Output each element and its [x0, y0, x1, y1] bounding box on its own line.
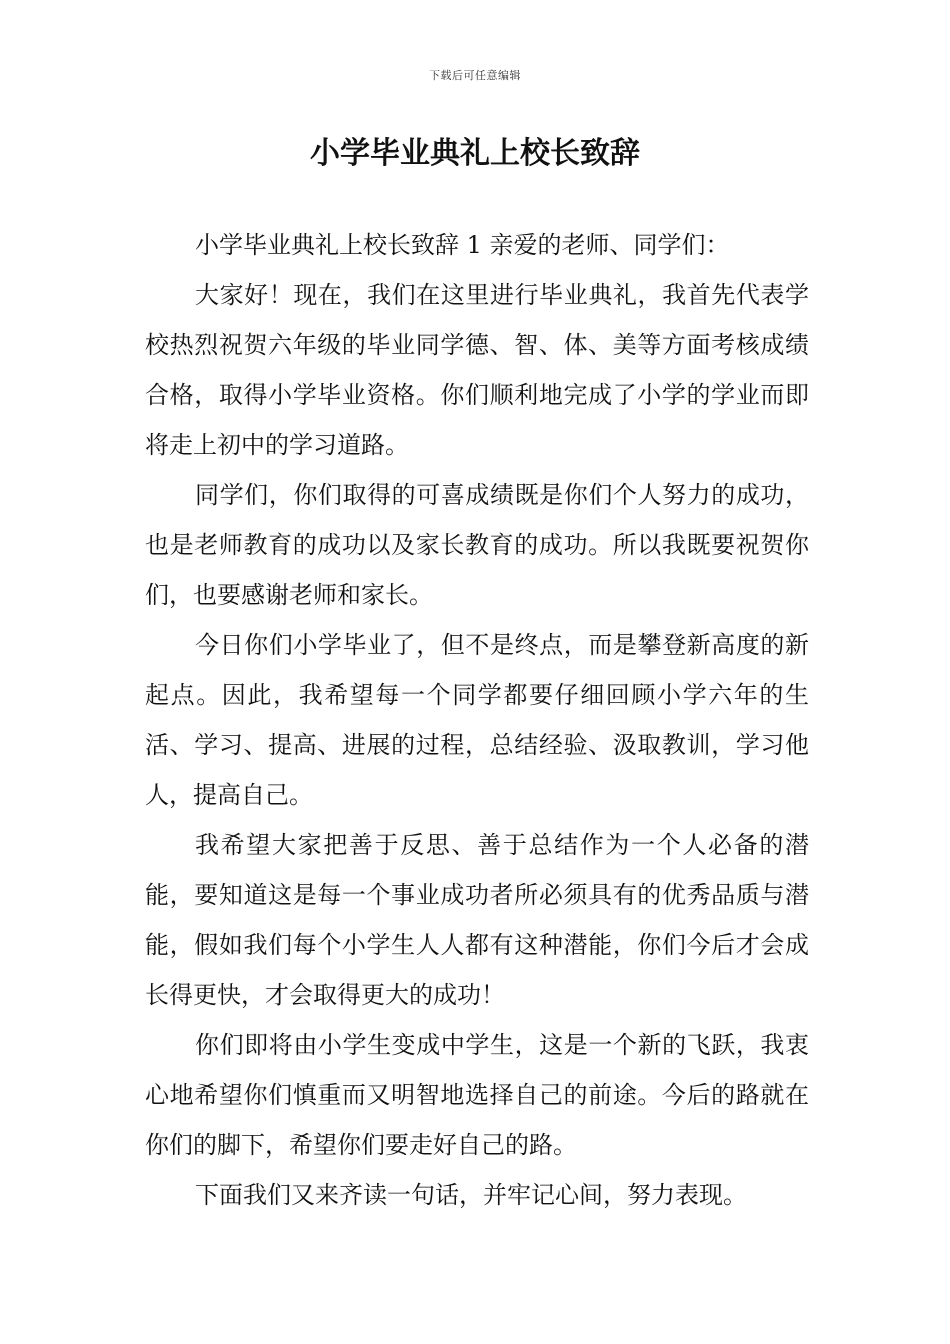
paragraph-closing: 下面我们又来齐读一句话，并牢记心间，努力表现。	[195, 1181, 747, 1209]
paragraph-new-start: 今日你们小学毕业了，但不是终点，而是攀登新高度的新起点。因此，我希望每一个同学都要仔细回顾小学六年的生活、学习、提高、进展的过程，总结经验、汲取教训，学习他人，提高自己。	[145, 631, 809, 809]
paragraph-achievement: 同学们，你们取得的可喜成绩既是你们个人努力的成功，也是老师教育的成功以及家长教育的成功。所以我既要祝贺你们，也要感谢老师和家长。	[145, 481, 809, 609]
document-title: 小学毕业典礼上校长致辞	[310, 136, 640, 171]
paragraph-salutation: 小学毕业典礼上校长致辞 1 亲爱的老师、同学们：	[195, 231, 730, 259]
header-note: 下载后可任意编辑	[429, 69, 521, 82]
document-body	[145, 220, 809, 1220]
paragraph-greeting: 大家好！现在，我们在这里进行毕业典礼，我首先代表学校热烈祝贺六年级的毕业同学德、智、体、美等方面考核成绩合格，取得小学毕业资格。你们顺利地完成了小学的学业而即将走上初中的学习道路。	[145, 281, 809, 459]
paragraph-reflection: 我希望大家把善于反思、善于总结作为一个人必备的潜能，要知道这是每一个事业成功者所必须具有的优秀品质与潜能，假如我们每个小学生人人都有这种潜能，你们今后才会成长得更快，才会取得更大的成功！	[145, 831, 809, 1009]
paragraph-future: 你们即将由小学生变成中学生，这是一个新的飞跃，我衷心地希望你们慎重而又明智地选择自己的前途。今后的路就在你们的脚下，希望你们要走好自己的路。	[145, 1031, 809, 1159]
